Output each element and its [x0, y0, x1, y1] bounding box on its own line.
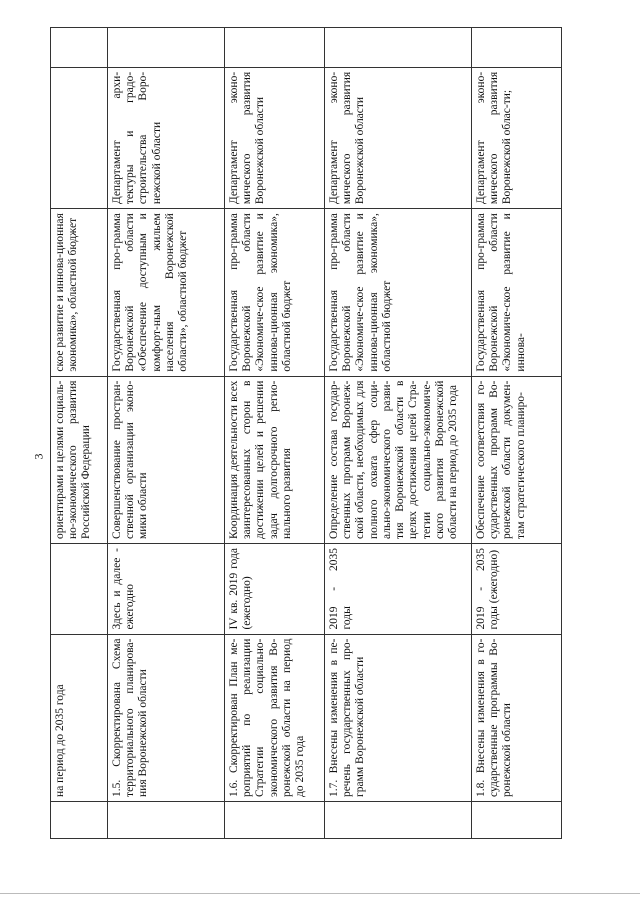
document-cell: Государственная про-грамма Воронежской области «Экономиче-ское развитие и иннова- [472, 209, 562, 376]
extra-cell [108, 28, 225, 68]
term-cell: Здесь и далее - ежегодно [108, 543, 225, 634]
table-row [225, 28, 325, 839]
term-cell: 2019 - 2035 годы [325, 543, 472, 634]
row-number-cell [51, 801, 108, 838]
action-plan-table [50, 27, 562, 839]
row-number-cell [225, 801, 325, 838]
row-number-cell [472, 801, 562, 838]
extra-cell [472, 28, 562, 68]
event-cell: 1.5. Скорректирована Схема территориального планирова-ния Воронежской области [108, 634, 225, 801]
row-number-cell [108, 801, 225, 838]
extra-cell [225, 28, 325, 68]
table-row [472, 28, 562, 839]
term-cell: IV кв. 2019 года (ежегодно) [225, 543, 325, 634]
document-cell: Государственная про-грамма Воронежской области «Обеспечение доступным и комфорт-ным жильем населения Воронежской области», областной бюджет [108, 209, 225, 376]
executor-cell: Департамент эконо-мического развития Воронежской области [225, 67, 325, 208]
document-cell: ское развитие и иннова-ционная экономика», областной бюджет [51, 209, 108, 376]
target-cell: Определение состава государ-ственных программ Воронеж-ской области, необходимых для полного охвата сфер соци-ально-экономического разви-тия Воронежской области в целях достижения целей Стра-тегии социально-экономиче-ского развития Воронежской области на период до 2035 года [325, 376, 472, 543]
executor-cell: Департамент эконо-мического развития Воронежской облас-ти; [472, 67, 562, 208]
table-row [108, 28, 225, 839]
event-cell: на период до 2035 года [51, 634, 108, 801]
document-cell: Государственная про-грамма Воронежской области «Экономиче-ское развитие и иннова-ционная экономика», областной бюджет [325, 209, 472, 376]
executor-cell [51, 67, 108, 208]
extra-cell [51, 28, 108, 68]
executor-cell: Департамент эконо-мического развития Воронежской области [325, 67, 472, 208]
event-cell: 1.8. Внесены изменения в го-сударственные программы Во-ронежской области [472, 634, 562, 801]
event-cell: 1.6. Скорректирован План ме-роприятий по реализации Стратегии социально-экономического развития Во-ронежской области на период до 2035 года [225, 634, 325, 801]
target-cell: ориентирами и целями социаль-но-экономического развития Российской Федерации [51, 376, 108, 543]
target-cell: Обеспечение соответствия го-сударственных программ Во-ронежской области докумен-там стратегического планиро- [472, 376, 562, 543]
target-cell: Координация деятельности всех заинтересованных сторон в достижении целей и решении задач долгосрочного регио-нального развития [225, 376, 325, 543]
rotated-document-sheet [50, 27, 527, 839]
target-cell: Совершенствование простран-ственной организации эконо-мики области [108, 376, 225, 543]
extra-cell [325, 28, 472, 68]
scan-edge-line [0, 893, 640, 894]
page-number: 3 [31, 453, 46, 460]
executor-cell: Департамент архи-тектуры и градо-строительства Воро-нежской области [108, 67, 225, 208]
table-row [51, 28, 108, 839]
term-cell: 2019 - 2035 годы (ежегодно) [472, 543, 562, 634]
row-number-cell [325, 801, 472, 838]
term-cell [51, 543, 108, 634]
table-row [325, 28, 472, 839]
event-cell: 1.7. Внесены изменения в пе-речень государственных про-грамм Воронежской области [325, 634, 472, 801]
document-cell: Государственная про-грамма Воронежской области «Экономиче-ское развитие и иннова-ционная экономика», областной бюджет [225, 209, 325, 376]
